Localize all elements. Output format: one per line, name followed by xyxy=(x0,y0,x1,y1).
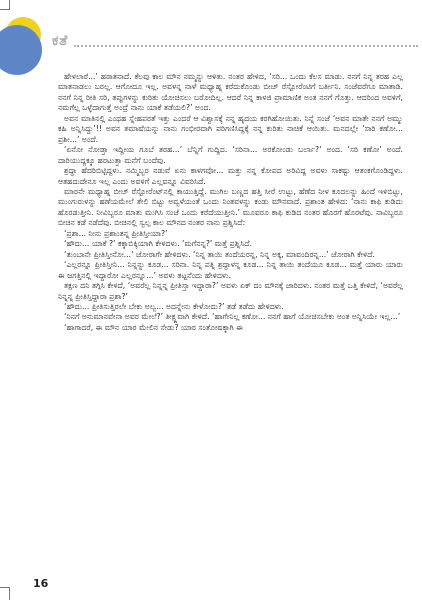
paragraph: ‘ಹಾಗಾದರೆ, ಈ ಮೌನ ಯಾರ ಮೇಲಿನ ಸೇಡು? ಯಾರ ಸಂತೋಷಕ್ಕಾಗಿ ಈ xyxy=(64,322,243,332)
paragraph: ‘ಏನೋ ನೋಡ್ತಾ ಇದ್ದೀಯ ಗೂಬೆ ತರಹ...’ ಬೆನ್ನಿಗೆ ಗುದ್ದಿದ. ‘ಸರಿನಾ... ಅರಕೋಂಡು ಬರ್ಲಾ?’ ಅಂದ. ‘ಸರಿ ಕಣೋ’ ಅಂದೆ. ದಾರಿಯುದ್ದಕ್ಕೂ ಹರಟುತ್ತಾ ಮನೆಗೆ ಬಂದೆವು. xyxy=(58,145,403,165)
paragraph: ‘ಪ್ರಶಾ... ನೀನು ಪ್ರಶಾಂತನ್ನ ಪ್ರೀತಿಸ್ತೀಯಾ?’ xyxy=(64,228,168,238)
section-title: ಕತೆ xyxy=(52,33,69,49)
paragraph: ತಕ್ಷಣ ದನಿ ತಗ್ಗಿಸಿ ಕೇಳಿದೆ, ‘ಅವರೆಲ್ಲ ನಿನ್ನನ್ನ ಪ್ರೀತಿಸ್ತಾ ಇದ್ದಾರಾ?’ ಅವಳು ಏಕ್ ದಂ ಮೌನಕ್ಕೆ ಜಾರಿದಳು. ನಂತರ ಮತ್ತೆ ಒತ್ತಿ ಕೇಳಿದೆ, ‘ಅವರೆಲ್ಲ ನಿನ್ನನ್ನ ಪ್ರೀತಿಸ್ತಿದ್ದಾರಾ ಪ್ರಶಾ?’ xyxy=(58,281,403,301)
header-dotted-rule xyxy=(74,45,418,47)
paragraph: ‘ನಿನಗೆ ಅನುಮಾನವೇನಾ ಅವರ ಮೇಲೆ?’ ತೀಕ್ಷ್ಣವಾಗಿ ಕೇಳಿದೆ. ‘ಹಾಗೇನಿಲ್ಲ ಕಣೋ... ನನಗೆ ಹಾಗೆ ಯೋಚಿಸಬೇಕು ಅಂತ ಅನ್ನಿಸಿಯೇ ಇಲ್ಲ...’ xyxy=(64,312,401,322)
paragraph: ‘ಎಲ್ಲರನ್ನೂ ಪ್ರೀತಿಸ್ತೀನಿ... ನಿನ್ನನ್ನು ಕೂಡ... ಸರಿನಾ. ನಿನ್ನ ಪತ್ನಿ ಶ್ರದ್ಧಾಳನ್ನ ಕೂಡ... ನಿನ್ನ ತಾಯಿ ತಂದೆಯೂ ಕೂಡ... ಮತ್ತೆ ಯಾರು ಯಾರು ಈ ಜಗತ್ತಿನಲ್ಲಿ ಇದ್ದಾರೋ ಎಲ್ಲರನ್ನೂ...’ ಅವಳು ತಟ್ಟನೆಂದು ಹೇಳಿದಳು. xyxy=(58,260,403,280)
decorative-blue-circle xyxy=(0,25,42,75)
story-body xyxy=(58,72,403,333)
crop-mark xyxy=(0,9,10,10)
crop-mark xyxy=(9,588,10,600)
paragraph: ಶ್ರದ್ಧಾ ಹೆದರಿಬಿಟ್ಟಿದ್ದಳು. ನಮ್ಮಿಬ್ಬರ ನಡುವೆ ಏನು ಕಾಳಗವೋ... ಮತ್ತು ನನ್ನ ಕೋಪದ ಅರಿವಿದ್ದ ಅವಳು ಸಾಕಷ್ಟು ಆತಂಕಗೊಂಡಿದ್ದಳು. ಆತಹದುದೇನೂ ಇಲ್ಲ ಎಂದು ಅವಳಿಗೆ ಎಲ್ಲವನ್ನೂ ವಿವರಿಸಿದೆ. xyxy=(58,166,403,186)
page-number: 16 xyxy=(33,577,49,590)
paragraph: ‘ತುಂಬಾನೇ ಪ್ರೀತಿಸ್ತೀನೋ...’ ಜೋರಾಗೇ ಹೇಳಿದಳು. ‘ನಿನ್ನ ತಾಯಿ ತಂದೆಯರನ್ನ, ನಿನ್ನ ಅಕ್ಕ, ಮಾವಂದಿರನ್ನ...’ ಜೋರಾಗಿ ಕೇಳಿದೆ. xyxy=(64,249,375,259)
paragraph: ಹೇಳಲಾರೆ...’ ಹಠಾತನಾದೆ. ಕೆಲವು ಕಾಲ ಮೌನ ನಮ್ಮನ್ನು ಆಳಿತು. ನಂತರ ಹೇಳಿದ, ‘ಸರಿ... ಒಂದು ಕೆಲಸ ಮಾಡು. ನನಗೆ ನಿನ್ನ ತರಹ ಎಲ್ಲ ಮಾತನಾಡಲು ಬರಲ್ಲ. ಆಗೋದೂ ಇಲ್ಲ. ಅವಳನ್ನ ನಾಳೆ ಮಧ್ಯಾಹ್ನ ಕರೆದುಕೊಂಡು ಬೀಚ್ ರೆಸ್ಟೋರೆಂಟಿಗೆ ಬರ್ತೀನಿ. ಸಂಜೆವರೆಗೂ ಮಾತಾಡಿ. ನನಗೆ ನಿನ್ನ ರೀತಿ ಸರಿ, ತಪ್ಪುಗಳನ್ನು ಕುರಿತು ಯೋಚಿಸಲು ಬರೋದಿಲ್ಲ. ಆದರೆ ನಿನ್ನ ಕಾಳಜಿ ಪ್ರಾಮಾಣಿಕ ಅಂತ ನನಗೆ ಗೊತ್ತು. ಆದರಿಂದ ಅವಳಿಗೆ, ನಮಗೆಲ್ಲ ಒಳ್ಳೆದಾಗುತ್ತೆ ಅಂದ್ರೆ ನಾನು ಯಾಕೆ ತಡೆಯಲಿ?’ ಅಂದ. xyxy=(58,72,403,113)
paragraph: ‘ಹೌದು... ಪ್ರೀತಿಸುತ್ತಿರಲೇ ಬೇಕು ಅಲ್ವ... ಅದನ್ನೇನು ಕೇಳೋದು?’ ತಡೆ ತಡೆದು ಹೇಳಿದಳು. xyxy=(64,301,284,311)
crop-mark xyxy=(9,0,10,9)
paragraph: ಅವನ ಮಾತಿನಲ್ಲಿ ಎಂಥಹ ಸ್ನೇಹಪರತೆ ಇತ್ತು ಎಂದರೆ ಆ ವಿಶ್ವಾಸಕ್ಕೆ ನನ್ನ ಹೃದಯ ಕರಗಿಹೋಯಿತು. ನಿನ್ನೆ ಸಂಜೆ ‘ಅವನ ಮಾತೇ ನನಗೆ ಅಮ್ಮು ಕಹಿ ಅನ್ನಿಸಿದ್ದು’!! ಅವನ ತಮಾಷೆಯನ್ನು ನಾನು ಗಂಭೀರವಾಗಿ ಪರಿಗಣಿಸಿದ್ದಕ್ಕೆ ನನ್ನ ಕುರಿತು ನಾಚಿಕೆ ಆಯಿತು. ಮನದಲ್ಲೇ ‘ಸಾರಿ ಕಣೋ... ಪ್ರಶೀ...’ ಅಂದೆ. xyxy=(58,113,403,144)
paragraph: ‘ಹೌದು... ಯಾಕೆ ?’ ಕಕ್ಕಾಬಿಕ್ಕಿಯಾಗಿ ಕೇಳಿದಳು. ‘ಮಗೆನನ್ನ?’ ಮತ್ತೆ ಪ್ರಶ್ನಿಸಿದೆ. xyxy=(64,239,252,249)
paragraph: ಮಾರನೇ ಮಧ್ಯಾಹ್ನ ಬೀಚ್ ರೆಸ್ಟೋರೆಂಟ್‌ನಲ್ಲಿ ಕಾಯುತ್ತಿದ್ದೆ. ಮುಗಿಲ ಬಣ್ಣದ ಹತ್ತಿ ಸೀರೆ ಉಟ್ಟು, ಹೆಣೆದ ನೀಳ ಕೂದಲನ್ನು ಹಿಂದೆ ಇಳಿಬಿಟ್ಟು, ಮುಂಗುರುಳನ್ನು ಹಣೆಯಮೇಲೆ ತೇಲಿ ಬಿಟ್ಟು ಅವ್ವಳೆಯಂತೆ ಒಂದು ನಿಂತವಳನ್ನು ಕಂಡು ಮೌನವಾದೆ. ಪ್ರಶಾಂತ ಹೇಳಿದ: ‘ನಾನು ಕಾಫಿ ಕುಡಿದು ಹೊರಡುತ್ತೀನಿ. ನೀವಿಬ್ಬರೂ ಮಾತು ಮುಗಿಸಿ ಸಂಜೆ ಒಂದು ಕರೆದೆಯುತ್ತೀನಿ.’ ಮೂವರೂ ಕಾಫಿ ಕುಡಿದ ನಂತರ ಹೊರಗೆ ಹೊರಟೆವು. ನಾವಿಬ್ಬರೂ ಬೀಚಿನ ಕಡೆ ನಡೆದೆವು. ಬೀಚಿನಲ್ಲಿ ಸ್ವಲ್ಪ ಕಾಲ ಮೌನದ ನಂತರ ನಾನು ಪ್ರಶ್ನಿಸಿದೆ: xyxy=(58,186,403,228)
